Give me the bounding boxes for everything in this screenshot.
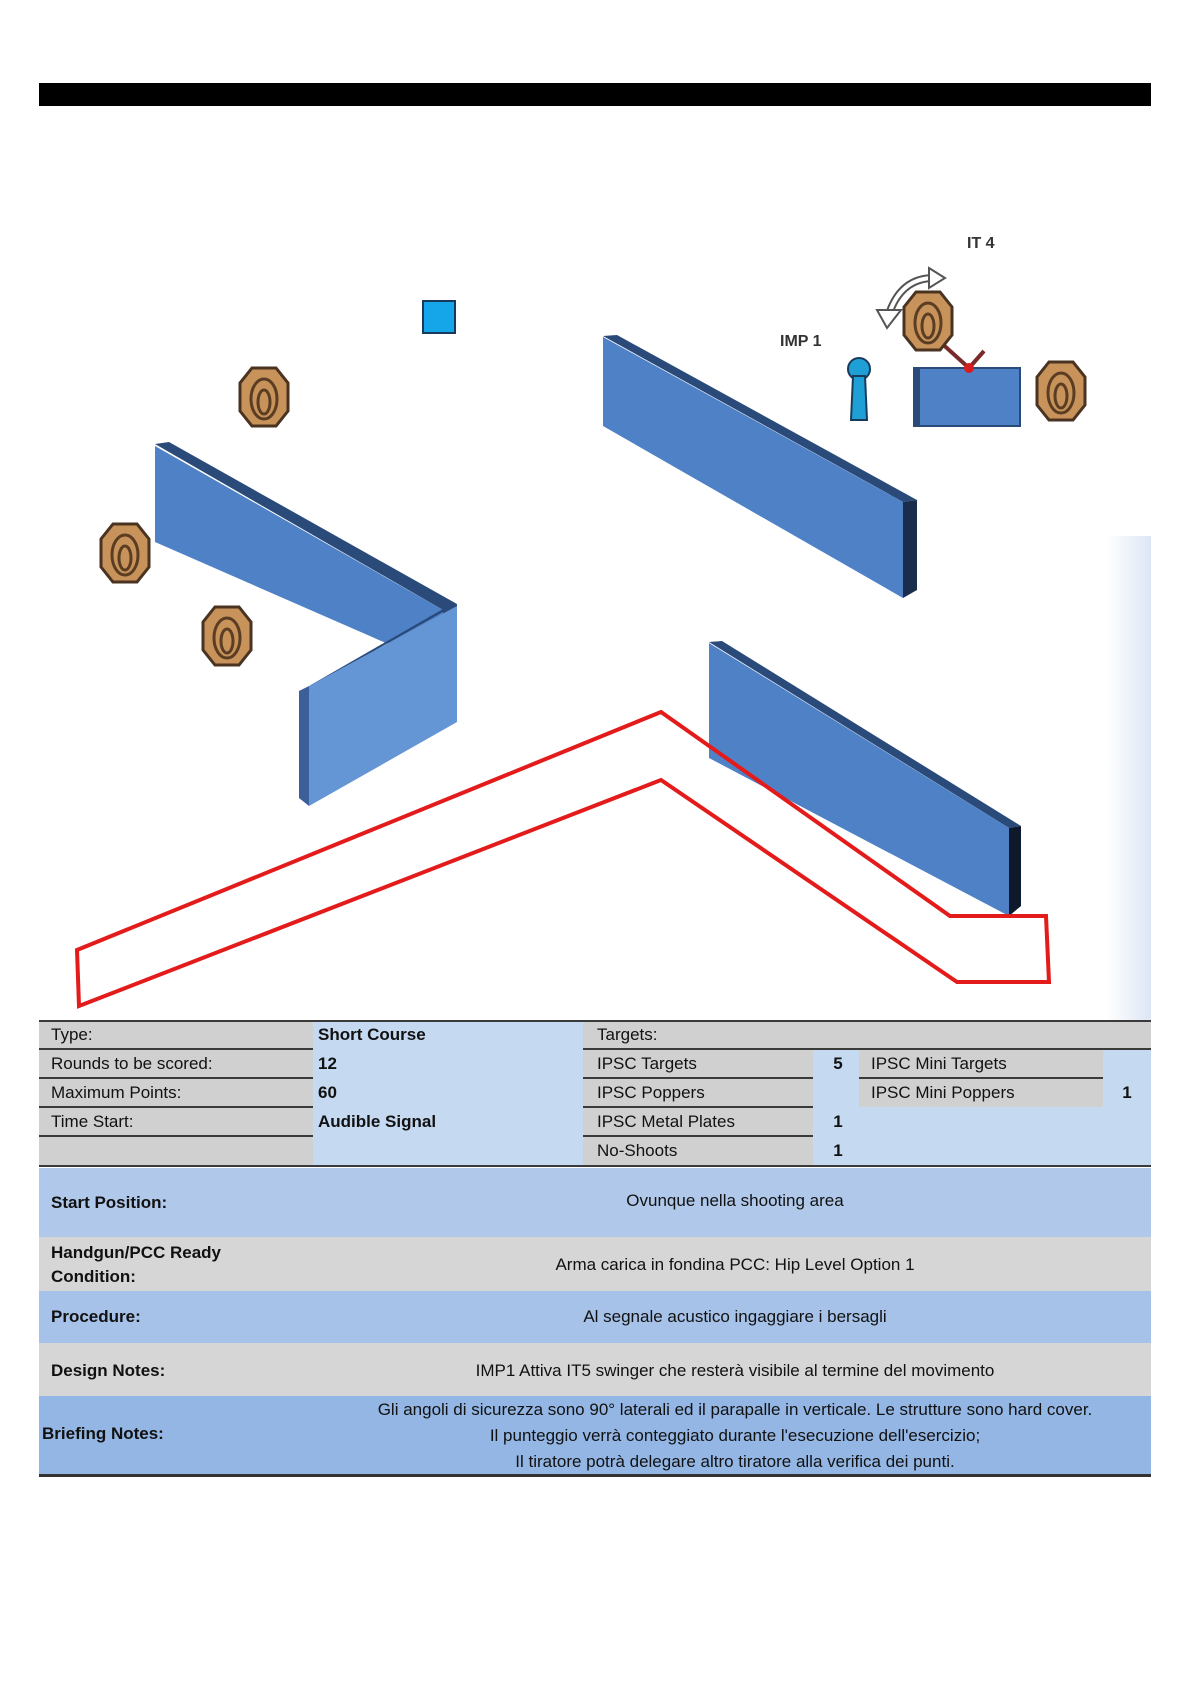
ipsc-poppers-value — [815, 1079, 861, 1108]
design-notes-value: IMP1 Attiva IT5 swinger che resterà visibile al termine del movimento — [475, 1361, 995, 1380]
target-it4-swinger — [904, 292, 952, 350]
procedure-value: Al segnale acustico ingaggiare i bersagli — [583, 1307, 887, 1326]
procedure-row — [39, 1291, 1151, 1343]
ipsc-poppers-label: IPSC Poppers — [597, 1083, 705, 1102]
no-shoots-label: No-Shoots — [597, 1141, 678, 1160]
stage-info-table — [39, 1020, 1151, 1167]
briefing-notes-line-1: Gli angoli di sicurezza sono 90° laterali ed il parapalle in verticale. Le strutture sono hard cover. — [377, 1400, 1093, 1419]
briefing-notes-line-2: Il punteggio verrà conteggiato durante l'esecuzione dell'esercizio; — [489, 1426, 981, 1445]
ready-condition-label-1: Handgun/PCC Ready — [51, 1243, 222, 1262]
design-notes-row — [39, 1343, 1151, 1396]
target-4 — [1037, 362, 1085, 420]
stage-diagram — [39, 106, 1151, 1020]
metal-plates-value: 1 — [833, 1112, 843, 1131]
briefing-notes-row — [39, 1396, 1151, 1474]
mini-targets-value — [1103, 1050, 1151, 1079]
mini-poppers-label: IPSC Mini Poppers — [871, 1083, 1015, 1102]
type-value: Short Course — [318, 1025, 426, 1044]
briefing-notes-line-3: Il tiratore potrà delegare altro tiratore alla verifica dei punti. — [515, 1452, 955, 1471]
procedure-label: Procedure: — [51, 1307, 141, 1326]
label-it4: IT 4 — [967, 235, 995, 252]
target-3 — [203, 607, 251, 665]
label-imp1: IMP 1 — [780, 333, 822, 350]
time-start-label: Time Start: — [51, 1112, 134, 1131]
target-2 — [101, 524, 149, 582]
stage-title-bar — [39, 83, 1151, 106]
mini-poppers-value: 1 — [1122, 1083, 1132, 1102]
ready-condition-label-2: Condition: — [51, 1267, 136, 1286]
targets-label: Targets: — [597, 1025, 658, 1044]
start-position-value: Ovunque nella shooting area — [626, 1191, 844, 1210]
design-notes-label: Design Notes: — [51, 1361, 166, 1380]
popper-imp1 — [848, 358, 870, 420]
ready-condition-value: Arma carica in fondina PCC: Hip Level Option 1 — [555, 1255, 915, 1274]
info-empty-bg — [859, 1107, 1151, 1167]
stage-diagram-svg — [39, 106, 1151, 1020]
start-position-row — [39, 1168, 1151, 1237]
metal-plates-label: IPSC Metal Plates — [597, 1112, 735, 1131]
rounds-label: Rounds to be scored: — [51, 1054, 213, 1073]
type-label: Type: — [51, 1025, 93, 1044]
info-empty-label-bg — [39, 1137, 313, 1167]
ipsc-targets-label: IPSC Targets — [597, 1054, 697, 1073]
start-marker-box — [423, 301, 455, 333]
ready-condition-row — [39, 1237, 1151, 1291]
start-position-label: Start Position: — [51, 1193, 168, 1212]
briefing-notes-label: Briefing Notes: — [42, 1424, 164, 1443]
mini-targets-label: IPSC Mini Targets — [871, 1054, 1007, 1073]
target-1 — [240, 368, 288, 426]
max-points-label: Maximum Points: — [51, 1083, 182, 1102]
max-points-value: 60 — [318, 1083, 337, 1102]
time-start-value: Audible Signal — [318, 1112, 437, 1131]
barrel-box — [914, 368, 1020, 426]
notes-bottom-rule — [39, 1474, 1151, 1477]
rounds-value: 12 — [318, 1054, 337, 1073]
ipsc-targets-value: 5 — [833, 1054, 843, 1073]
no-shoots-value: 1 — [833, 1141, 843, 1160]
